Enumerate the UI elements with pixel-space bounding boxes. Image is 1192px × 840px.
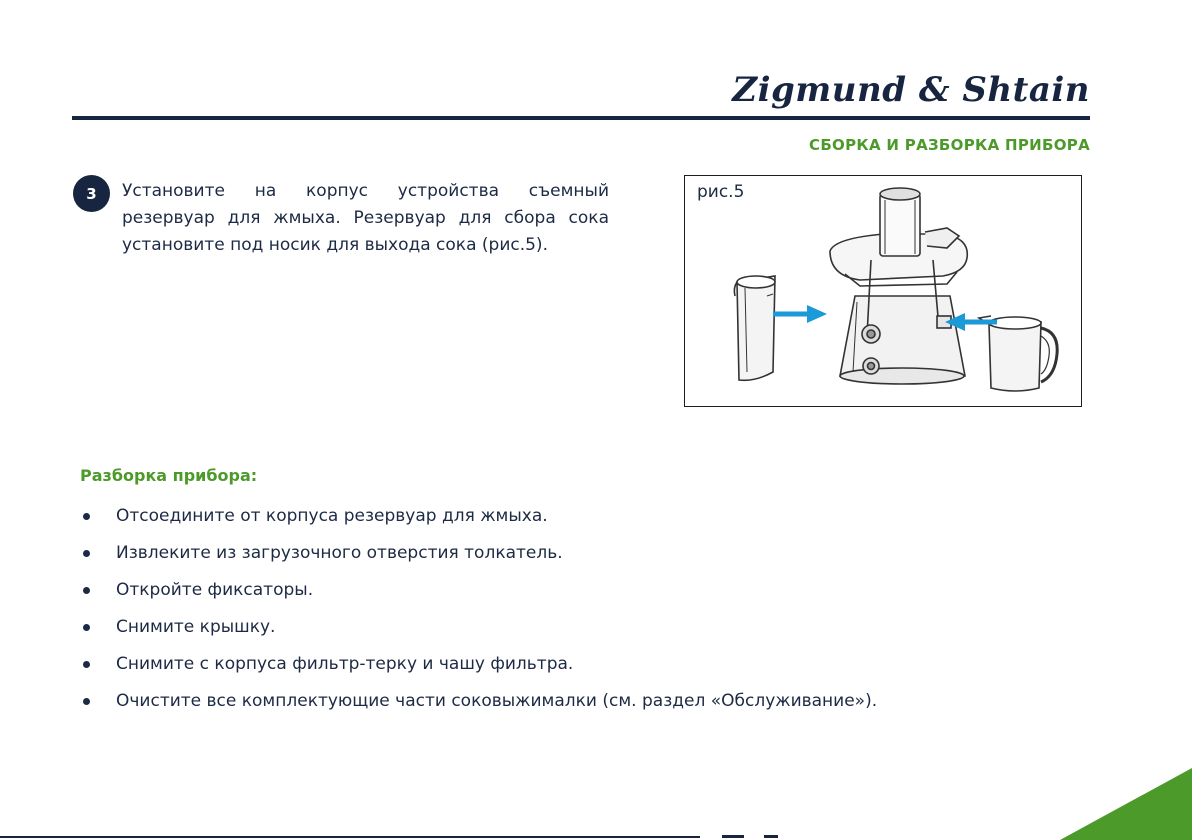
step-line-1: Установите на корпус устройства съемный [122,181,609,201]
step-instruction [122,178,609,259]
pulp-container-icon [734,276,775,380]
figure-illustration [685,176,1081,406]
list-item [80,688,877,725]
disassembly-heading: Разборка прибора: [80,466,258,485]
header-divider [72,116,1090,120]
list-item-text: Снимите крышку. [116,617,276,637]
footer-mark [764,835,778,838]
figure-label: рис.5 [697,182,745,202]
juice-jug-icon [979,316,1057,391]
bullet-icon [83,624,90,631]
footer-mark [722,835,744,838]
list-item [80,503,877,540]
step-line-3: установите под носик для выхода сока (рис.5). [122,235,548,255]
list-item-text: Снимите с корпуса фильтр-терку и чашу фильтра. [116,654,574,674]
step-line-2: резервуар для жмыха. Резервуар для сбора сока [122,208,609,228]
list-item [80,577,877,614]
list-item [80,540,877,577]
list-item [80,614,877,651]
disassembly-list [80,503,877,725]
bullet-icon [83,698,90,705]
figure-5 [684,175,1082,407]
bullet-icon [83,587,90,594]
list-item-text: Откройте фиксаторы. [116,580,314,600]
list-item-text: Отсоедините от корпуса резервуар для жмыха. [116,506,548,526]
section-title: СБОРКА И РАЗБОРКА ПРИБОРА [809,136,1090,154]
juicer-icon [830,188,967,384]
corner-decoration [1060,768,1192,840]
footer-divider [0,836,700,838]
bullet-icon [83,550,90,557]
bullet-icon [83,661,90,668]
step-number-badge: 3 [73,175,110,212]
bullet-icon [83,513,90,520]
brand-logo: Zigmund & Shtain [732,70,1090,110]
list-item-text: Извлеките из загрузочного отверстия толкатель. [116,543,563,563]
list-item [80,651,877,688]
arrow-right-icon [773,305,827,323]
list-item-text: Очистите все комплектующие части соковыжималки (см. раздел «Обслуживание»). [116,691,878,711]
